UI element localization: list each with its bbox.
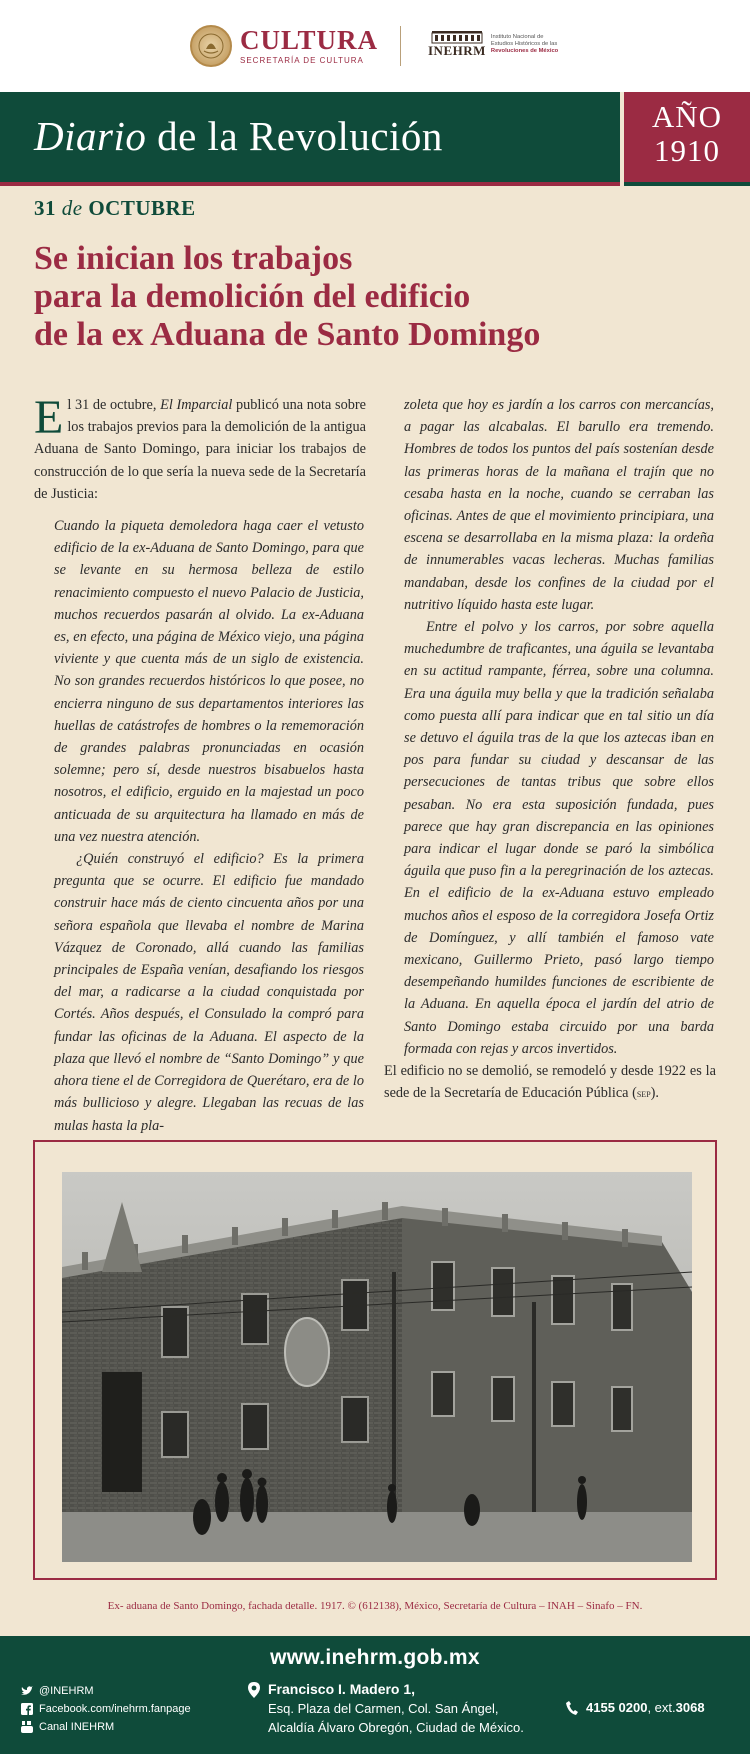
- drop-cap: E: [34, 391, 64, 444]
- cultura-logo[interactable]: [190, 24, 378, 68]
- title-banner: [0, 92, 620, 182]
- phone-icon: [566, 1701, 578, 1715]
- historic-building-photo[interactable]: [62, 1172, 692, 1562]
- address-line-2: Esq. Plaza del Carmen, Col. San Ángel,: [268, 1701, 499, 1716]
- closing-note: El edificio no se demolió, se remodeló y desde 1922 es la sede de la Secretaría de Educación Pública (sep).: [384, 1063, 716, 1102]
- year-label: AÑO: [651, 99, 723, 134]
- location-pin-icon: [248, 1682, 260, 1703]
- year-box: [624, 92, 750, 182]
- twitter-link[interactable]: @INEHRM: [20, 1682, 191, 1700]
- logo-divider: [400, 26, 401, 66]
- quote-paragraph-1: Cuando la piqueta demoledora haga caer el vetusto edificio de la ex-Aduana de Santo Domingo, para que se levante en su hermosa belleza de estilo renacimiento compuesto el nuevo Palacio de Justicia, muchos recuerdos pasarán al olvido. La ex-Aduana es, en efecto, una página de México viejo, una página viviente y que cuenta más de un siglo de existencia. No son grandes recuerdos históricos lo que posee, no encierra ninguno de sus departamentos interiores las huellas de catástrofes de hombres o la rememoración de grandes palabras pronunciadas en ocasión solemne; pero sí, desde nuestros bisabuelos hasta nosotros, el edificio, erguido en la majestad un poco anticuada de su arquitectura ha llamado en más de una vez nuestra atención.: [54, 518, 364, 845]
- quote-paragraph-2b: zoleta que hoy es jardín a los carros con mercancías, a pagar las alcabalas. El barullo era tremendo. Hombres de todos los puntos del país sostenían desde las primeras horas de la mañana el trajín que no cesaba hasta en la noche, cuando se cerraban las oficinas. Antes de que el movimiento principiara, una escena se desarrollaba en la misma plaza: la ordeña de innumerables vacas lecheras. Muchas familias mandaban, desde los confines de la ciudad por el nutritivo líquido hasta este lugar.: [404, 397, 714, 613]
- inehrm-logo-text: INEHRM: [428, 43, 486, 58]
- cultura-logo-text: CULTURA: [240, 25, 379, 55]
- address: [248, 1680, 524, 1737]
- series-title: Diario de la Revolución: [34, 113, 443, 159]
- youtube-link[interactable]: Canal INEHRM: [20, 1718, 191, 1736]
- quote-paragraph-2a: ¿Quién construyó el edificio? Es la primera pregunta que se ocurre. El edificio fue mandado construir hace más de ciento cincuenta años por una señora española que llevaba el nombre de Marina Vázquez de Coronado, allá cuando las familias principales de España venían, desafiando los riesgos del mar, a radicarse a la ciudad conquistada por Cortés. Años después, el Consulado la compró para fundar las oficinas de la Aduana. El aspecto de la plaza que llevó el nombre de “Santo Domingo” y que ahora tiene el de Corregidora de Querétaro, era de lo más bullicioso y alegre. Llegaban las recuas de las mulas hasta la pla-: [54, 851, 364, 1134]
- footer: [0, 1636, 750, 1754]
- twitter-icon: [20, 1685, 33, 1698]
- website-link[interactable]: www.inehrm.gob.mx: [270, 1646, 480, 1669]
- address-line-3: Alcaldía Álvaro Obregón, Ciudad de México.: [268, 1720, 524, 1735]
- photo-frame: [33, 1140, 717, 1580]
- year-value: 1910: [654, 133, 720, 168]
- article-column-2: [384, 394, 716, 1105]
- youtube-icon: [20, 1721, 33, 1734]
- facebook-icon: [20, 1703, 33, 1716]
- title-underline: [0, 182, 620, 186]
- article-headline: Se inician los trabajos para la demolición del edificio de la ex Aduana de Santo Domingo: [34, 240, 541, 353]
- social-links: [20, 1682, 191, 1736]
- top-header: [0, 0, 750, 92]
- mexico-seal-icon: [190, 25, 232, 67]
- photo-caption: Ex- aduana de Santo Domingo, fachada detalle. 1917. © (612138), México, Secretaría de Cultura – INAH – Sinafo – FN.: [107, 1600, 643, 1612]
- quote-paragraph-3: Entre el polvo y los carros, por sobre aquella muchedumbre de traficantes, una águila se levantaba en su actitud rampante, férrea, sobre una columna. Era una águila muy bella y que la tradición señalaba como puesta allí para indicar que en tal sitio un día se detuvo el águila tras de la que los aztecas iban en pos para fundar su ciudad y descansar de las persecuciones de tantas tribus que sobre ellos pesaban. No era esta suposición fundada, pues parece que hay gran discrepancia en las opiniones para indicar el lugar donde se paró la simbólica águila que puso fin a la peregrinación de los aztecas. En el edificio de la ex-Aduana estuvo empleado muchos años el esposo de la corregidora Josefa Ortiz de Domínguez, y allí también el famoso vate mexicano, Guillermo Prieto, pasó largo tiempo desempeñando humildes funciones de escribiente de la Aduana. En aquella época el jardín del atrio de Santo Domingo estaba circuido por una barda formada con rejas y arcos invertidos.: [404, 619, 714, 1057]
- article-date: 31 de OCTUBRE: [34, 196, 196, 220]
- article-intro: El 31 de octubre, El Imparcial publicó una nota sobre los trabajos previos para la demolición de la antigua Aduana de Santo Domingo, para iniciar los trabajos de construcción de lo que sería la nueva sede de la Secretaría de Justicia:: [34, 391, 366, 502]
- inehrm-description: Instituto Nacional de Estudios Históricos de las Revoluciones de México: [490, 33, 559, 54]
- phone-number[interactable]: 4155 0200 , ext. 3068: [566, 1700, 705, 1715]
- article-column-1: [34, 391, 366, 1137]
- inehrm-building-icon: [431, 30, 483, 44]
- cultura-logo-subtitle: SECRETARÍA DE CULTURA: [240, 56, 364, 65]
- inehrm-logo[interactable]: [428, 30, 586, 58]
- year-underline: [624, 182, 750, 186]
- facebook-link[interactable]: Facebook.com/inehrm.fanpage: [20, 1700, 191, 1718]
- address-line-1: Francisco I. Madero 1,: [268, 1681, 416, 1697]
